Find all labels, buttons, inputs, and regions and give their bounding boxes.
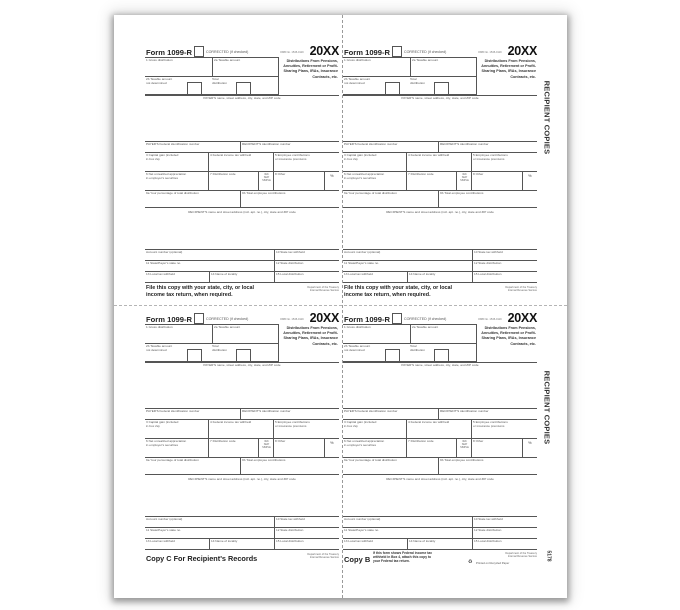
box-3-label: 3 Capital gain (included in box 2a) — [146, 153, 179, 161]
state-filing-instruction: File this copy with your state, city, or local income tax return, when required. — [344, 285, 453, 298]
strip-label-bottom: RECIPIENT COPIES — [542, 370, 552, 445]
box-9b-label: 9b Total employee contributions — [242, 191, 286, 195]
corrected-checkbox[interactable] — [194, 313, 204, 324]
box-2a-label: 2a Taxable amount — [214, 325, 241, 329]
box-14-label: 14 Name of locality — [409, 272, 436, 276]
box-12-label: 12 State distribution — [276, 528, 304, 532]
box-4-federal-tax[interactable] — [407, 420, 472, 439]
ira-sep-simple-box[interactable] — [457, 172, 472, 191]
account-number-field[interactable] — [343, 250, 473, 261]
ira-label: IRA/ SEP/ SIMPLE — [262, 440, 271, 449]
box-2b-checkbox[interactable] — [385, 82, 400, 95]
box-12-state-distribution[interactable] — [275, 261, 339, 272]
corrected-label: CORRECTED (if checked) — [206, 317, 249, 321]
box-8-label: 8 Other — [473, 439, 484, 443]
recipient-name-label: RECIPIENT'S name and street address (incl. apt. no.), city, state and ZIP code — [386, 210, 494, 214]
box-13-label: 13 Local tax withheld — [344, 272, 373, 276]
tax-year: 20XX — [309, 44, 339, 58]
total-distribution-label: Total distribution — [212, 77, 227, 85]
corrected-label: CORRECTED (if checked) — [404, 50, 447, 54]
box-2b-label: 2b Taxable amount not determined — [344, 77, 371, 85]
box-7-label: 7 Distribution code — [408, 172, 434, 176]
department-label: Department of the Treasury Internal Revenue Service — [307, 553, 339, 560]
omb-number: OMB No. 1545-0119 — [280, 51, 304, 54]
horizontal-perforation — [114, 305, 567, 306]
department-label: Department of the Treasury Internal Revenue Service — [505, 286, 537, 293]
payer-name-field[interactable] — [343, 101, 537, 141]
box-10-state-tax[interactable] — [473, 250, 537, 261]
recipient-tin-field[interactable] — [439, 409, 537, 420]
box-4-federal-tax[interactable] — [209, 153, 274, 172]
box-11-state-payer-no[interactable] — [343, 261, 473, 272]
recipient-name-label: RECIPIENT'S name and street address (incl. apt. no.), city, state and ZIP code — [188, 477, 296, 481]
percent-sign: % — [528, 440, 532, 445]
total-distribution-checkbox[interactable] — [434, 82, 449, 95]
box-8-other[interactable] — [274, 439, 325, 458]
corrected-checkbox[interactable] — [392, 313, 402, 324]
box-1-gross-distribution[interactable] — [145, 325, 213, 344]
box-5-employee-contributions[interactable] — [274, 153, 339, 172]
box-15-local-distribution[interactable] — [473, 272, 537, 283]
box-13-label: 13 Local tax withheld — [344, 539, 373, 543]
box-10-label: 10 State tax withheld — [276, 517, 305, 521]
box-6-label: 6 Net unrealized appreciation in employer's securities — [146, 172, 187, 180]
box-7-distribution-code[interactable] — [407, 172, 457, 191]
total-distribution-checkbox[interactable] — [236, 82, 251, 95]
box-10-state-tax[interactable] — [275, 517, 339, 528]
box-1-label: 1 Gross distribution — [146, 58, 173, 62]
total-distribution-checkbox[interactable] — [434, 349, 449, 362]
payer-name-label: PAYER'S name, street address, city, state, and ZIP code — [203, 96, 281, 100]
box-13-label: 13 Local tax withheld — [146, 539, 175, 543]
department-label: Department of the Treasury Internal Revenue Service — [505, 552, 537, 559]
recipient-tin-label: RECIPIENT'S identification number — [440, 409, 489, 413]
box-8-other[interactable] — [472, 439, 523, 458]
box-13-local-tax[interactable] — [145, 539, 210, 550]
box-10-state-tax[interactable] — [275, 250, 339, 261]
payer-tin-label: PAYER'S Federal identification number — [146, 142, 200, 146]
box-5-label: 5 Employee contributions or insurance premiums — [275, 420, 310, 428]
box-14-locality[interactable] — [408, 539, 473, 550]
tax-year: 20XX — [507, 311, 537, 325]
strip-label-top: RECIPIENT COPIES — [542, 80, 552, 155]
omb-number: OMB No. 1545-0119 — [478, 318, 502, 321]
copy-b-label: Copy B — [344, 555, 371, 564]
payer-name-label: PAYER'S name, street address, city, state, and ZIP code — [401, 96, 479, 100]
box-1-gross-distribution[interactable] — [343, 58, 411, 77]
copy-c-label: Copy C For Recipient's Records — [146, 554, 258, 563]
box-5-label: 5 Employee contributions or insurance premiums — [473, 420, 508, 428]
box-11-label: 11 State/Payer's state no. — [146, 261, 182, 265]
box-7-distribution-code[interactable] — [407, 439, 457, 458]
payer-tin-field[interactable] — [343, 142, 439, 153]
tax-form-sheet — [114, 15, 567, 598]
box-12-state-distribution[interactable] — [473, 261, 537, 272]
box-2b-label: 2b Taxable amount not determined — [344, 344, 371, 352]
ira-sep-simple-box[interactable] — [457, 439, 472, 458]
box-7-distribution-code[interactable] — [209, 172, 259, 191]
form-top-right — [343, 46, 537, 302]
box-14-locality[interactable] — [408, 272, 473, 283]
box-15-local-distribution[interactable] — [473, 539, 537, 550]
box-2a-taxable-amount[interactable] — [213, 325, 279, 344]
box-9a-label: 9a Your percentage of total distribution — [146, 191, 199, 195]
payer-tin-label: PAYER'S Federal identification number — [146, 409, 200, 413]
box-12-state-distribution[interactable] — [275, 528, 339, 539]
recipient-tin-field[interactable] — [439, 142, 537, 153]
box-13-local-tax[interactable] — [343, 539, 408, 550]
ira-sep-simple-box[interactable] — [259, 439, 274, 458]
box-9a-percentage[interactable] — [145, 191, 241, 208]
box-15-label: 15 Local distribution — [276, 539, 304, 543]
recycle-icon: ♻ — [468, 559, 473, 565]
total-distribution-checkbox[interactable] — [236, 349, 251, 362]
box-2a-label: 2a Taxable amount — [412, 325, 439, 329]
box-1-label: 1 Gross distribution — [344, 325, 371, 329]
account-number-label: Account number (optional) — [146, 517, 183, 521]
box-9b-employee-contributions[interactable] — [241, 458, 339, 475]
box-14-label: 14 Name of locality — [211, 272, 238, 276]
percent-sign: % — [528, 173, 532, 178]
box-9a-percentage[interactable] — [343, 458, 439, 475]
box-12-label: 12 State distribution — [474, 528, 502, 532]
department-label: Department of the Treasury Internal Revenue Service — [307, 286, 339, 293]
box-5-employee-contributions[interactable] — [472, 420, 537, 439]
box-2a-label: 2a Taxable amount — [214, 58, 241, 62]
form-title: Form 1099-R — [146, 48, 193, 57]
box-4-label: 4 Federal income tax withheld — [210, 153, 252, 157]
box-7-label: 7 Distribution code — [210, 439, 236, 443]
box-5-employee-contributions[interactable] — [472, 153, 537, 172]
box-8-other[interactable] — [472, 172, 523, 191]
box-6-net-unrealized[interactable] — [145, 439, 209, 458]
recipient-tin-label: RECIPIENT'S identification number — [242, 142, 291, 146]
box-9b-label: 9b Total employee contributions — [440, 458, 484, 462]
box-15-label: 15 Local distribution — [474, 272, 502, 276]
ira-sep-simple-box[interactable] — [259, 172, 274, 191]
payer-name-label: PAYER'S name, street address, city, state, and ZIP code — [203, 363, 281, 367]
box-10-state-tax[interactable] — [473, 517, 537, 528]
form-description: Distributions From Pensions, Annuities, Retirement or Profit-Sharing Plans, IRAs, Insurance Contracts, etc. — [283, 59, 338, 79]
account-number-field[interactable] — [343, 517, 473, 528]
percent-sign: % — [330, 173, 334, 178]
box-2b-checkbox[interactable] — [187, 82, 202, 95]
box-13-local-tax[interactable] — [145, 272, 210, 283]
box-14-locality[interactable] — [210, 272, 275, 283]
recipient-name-field[interactable] — [145, 215, 339, 249]
copy-b-instruction: If this form shows Federal income tax withheld in Box 4, attach this copy to your Federal tax return. — [373, 551, 432, 563]
box-3-capital-gain[interactable] — [145, 420, 209, 439]
payer-name-field[interactable] — [145, 101, 339, 141]
tax-year: 20XX — [309, 311, 339, 325]
box-2b-label: 2b Taxable amount not determined — [146, 344, 173, 352]
box-4-label: 4 Federal income tax withheld — [408, 420, 450, 424]
box-14-locality[interactable] — [210, 539, 275, 550]
box-8-percent[interactable] — [523, 172, 537, 191]
recipient-tin-label: RECIPIENT'S identification number — [242, 409, 291, 413]
box-13-local-tax[interactable] — [343, 272, 408, 283]
recipient-name-field[interactable] — [145, 482, 339, 516]
box-15-label: 15 Local distribution — [474, 539, 502, 543]
box-14-label: 14 Name of locality — [211, 539, 238, 543]
box-15-local-distribution[interactable] — [275, 272, 339, 283]
box-15-local-distribution[interactable] — [275, 539, 339, 550]
recipient-name-field[interactable] — [343, 482, 537, 516]
recipient-tin-field[interactable] — [241, 409, 339, 420]
box-11-state-payer-no[interactable] — [145, 528, 275, 539]
box-9b-employee-contributions[interactable] — [241, 191, 339, 208]
box-15-label: 15 Local distribution — [276, 272, 304, 276]
box-2b-label: 2b Taxable amount not determined — [146, 77, 173, 85]
product-code: 5178 — [545, 550, 552, 562]
payer-tin-field[interactable] — [343, 409, 439, 420]
box-2a-taxable-amount[interactable] — [411, 58, 477, 77]
payer-tin-label: PAYER'S Federal identification number — [344, 142, 398, 146]
box-5-label: 5 Employee contributions or insurance premiums — [275, 153, 310, 161]
recycled-paper-label: Printed on Recycled Paper — [476, 561, 510, 565]
box-11-label: 11 State/Payer's state no. — [344, 261, 380, 265]
box-8-percent[interactable] — [325, 172, 339, 191]
box-9a-percentage[interactable] — [145, 458, 241, 475]
form-title: Form 1099-R — [344, 315, 391, 324]
account-number-label: Account number (optional) — [146, 250, 183, 254]
box-9b-employee-contributions[interactable] — [439, 458, 537, 475]
recipient-name-field[interactable] — [343, 215, 537, 249]
box-11-state-payer-no[interactable] — [343, 528, 473, 539]
box-11-label: 11 State/Payer's state no. — [146, 528, 182, 532]
box-6-net-unrealized[interactable] — [343, 172, 407, 191]
form-description: Distributions From Pensions, Annuities, Retirement or Profit-Sharing Plans, IRAs, Insurance Contracts, etc. — [481, 59, 536, 79]
box-2b-row — [343, 77, 477, 95]
box-11-label: 11 State/Payer's state no. — [344, 528, 380, 532]
box-8-percent[interactable] — [325, 439, 339, 458]
corrected-label: CORRECTED (if checked) — [404, 317, 447, 321]
form-bottom-right — [343, 313, 537, 569]
box-7-distribution-code[interactable] — [209, 439, 259, 458]
box-8-label: 8 Other — [275, 172, 286, 176]
box-3-label: 3 Capital gain (included in box 2a) — [344, 153, 377, 161]
box-6-label: 6 Net unrealized appreciation in employer's securities — [344, 172, 385, 180]
box-6-label: 6 Net unrealized appreciation in employer's securities — [344, 439, 385, 447]
omb-number: OMB No. 1545-0119 — [280, 318, 304, 321]
box-12-label: 12 State distribution — [474, 261, 502, 265]
box-2a-label: 2a Taxable amount — [412, 58, 439, 62]
box-12-label: 12 State distribution — [276, 261, 304, 265]
box-3-capital-gain[interactable] — [145, 153, 209, 172]
box-9b-label: 9b Total employee contributions — [440, 191, 484, 195]
ira-label: IRA/ SEP/ SIMPLE — [460, 173, 469, 182]
box-14-label: 14 Name of locality — [409, 539, 436, 543]
box-2b-row — [343, 344, 477, 362]
box-8-label: 8 Other — [275, 439, 286, 443]
account-number-label: Account number (optional) — [344, 517, 381, 521]
box-2a-taxable-amount[interactable] — [411, 325, 477, 344]
total-distribution-label: Total distribution — [410, 344, 425, 352]
box-6-net-unrealized[interactable] — [145, 172, 209, 191]
box-9b-employee-contributions[interactable] — [439, 191, 537, 208]
form-description: Distributions From Pensions, Annuities, Retirement or Profit-Sharing Plans, IRAs, Insurance Contracts, etc. — [283, 326, 338, 346]
total-distribution-label: Total distribution — [212, 344, 227, 352]
box-13-label: 13 Local tax withheld — [146, 272, 175, 276]
box-4-federal-tax[interactable] — [407, 153, 472, 172]
payer-tin-field[interactable] — [145, 142, 241, 153]
payer-name-field[interactable] — [145, 368, 339, 408]
box-7-label: 7 Distribution code — [210, 172, 236, 176]
form-top-left — [145, 46, 339, 302]
account-number-field[interactable] — [145, 250, 275, 261]
recipient-name-label: RECIPIENT'S name and street address (incl. apt. no.), city, state and ZIP code — [386, 477, 494, 481]
box-4-federal-tax[interactable] — [209, 420, 274, 439]
omb-number: OMB No. 1545-0119 — [478, 51, 502, 54]
box-5-employee-contributions[interactable] — [274, 420, 339, 439]
box-8-other[interactable] — [274, 172, 325, 191]
recipient-name-label: RECIPIENT'S name and street address (incl. apt. no.), city, state and ZIP code — [188, 210, 296, 214]
box-11-state-payer-no[interactable] — [145, 261, 275, 272]
box-9a-label: 9a Your percentage of total distribution — [344, 458, 397, 462]
corrected-checkbox[interactable] — [194, 46, 204, 57]
box-9a-label: 9a Your percentage of total distribution — [146, 458, 199, 462]
box-1-gross-distribution[interactable] — [343, 325, 411, 344]
box-1-label: 1 Gross distribution — [344, 58, 371, 62]
box-1-gross-distribution[interactable] — [145, 58, 213, 77]
corrected-label: CORRECTED (if checked) — [206, 50, 249, 54]
box-10-label: 10 State tax withheld — [276, 250, 305, 254]
state-filing-instruction: File this copy with your state, city, or local income tax return, when required. — [146, 285, 255, 298]
box-4-label: 4 Federal income tax withheld — [210, 420, 252, 424]
payer-tin-field[interactable] — [145, 409, 241, 420]
account-number-field[interactable] — [145, 517, 275, 528]
recipient-tin-label: RECIPIENT'S identification number — [440, 142, 489, 146]
payer-name-field[interactable] — [343, 368, 537, 408]
total-distribution-label: Total distribution — [410, 77, 425, 85]
box-9b-label: 9b Total employee contributions — [242, 458, 286, 462]
box-5-label: 5 Employee contributions or insurance premiums — [473, 153, 508, 161]
corrected-checkbox[interactable] — [392, 46, 402, 57]
box-4-label: 4 Federal income tax withheld — [408, 153, 450, 157]
box-7-label: 7 Distribution code — [408, 439, 434, 443]
ira-label: IRA/ SEP/ SIMPLE — [262, 173, 271, 182]
form-bottom-left — [145, 313, 339, 569]
box-2b-checkbox[interactable] — [187, 349, 202, 362]
box-12-state-distribution[interactable] — [473, 528, 537, 539]
form-title: Form 1099-R — [344, 48, 391, 57]
box-6-label: 6 Net unrealized appreciation in employer's securities — [146, 439, 187, 447]
box-10-label: 10 State tax withheld — [474, 250, 503, 254]
box-1-label: 1 Gross distribution — [146, 325, 173, 329]
box-9a-percentage[interactable] — [343, 191, 439, 208]
account-number-label: Account number (optional) — [344, 250, 381, 254]
box-8-percent[interactable] — [523, 439, 537, 458]
form-description: Distributions From Pensions, Annuities, Retirement or Profit-Sharing Plans, IRAs, Insurance Contracts, etc. — [481, 326, 536, 346]
box-3-capital-gain[interactable] — [343, 420, 407, 439]
box-3-label: 3 Capital gain (included in box 2a) — [146, 420, 179, 428]
box-9a-label: 9a Your percentage of total distribution — [344, 191, 397, 195]
recipient-tin-field[interactable] — [241, 142, 339, 153]
payer-name-label: PAYER'S name, street address, city, state, and ZIP code — [401, 363, 479, 367]
box-2b-checkbox[interactable] — [385, 349, 400, 362]
box-10-label: 10 State tax withheld — [474, 517, 503, 521]
ira-label: IRA/ SEP/ SIMPLE — [460, 440, 469, 449]
box-2a-taxable-amount[interactable] — [213, 58, 279, 77]
box-3-capital-gain[interactable] — [343, 153, 407, 172]
form-title: Form 1099-R — [146, 315, 193, 324]
box-8-label: 8 Other — [473, 172, 484, 176]
box-3-label: 3 Capital gain (included in box 2a) — [344, 420, 377, 428]
payer-tin-label: PAYER'S Federal identification number — [344, 409, 398, 413]
box-2b-row — [145, 77, 279, 95]
percent-sign: % — [330, 440, 334, 445]
box-6-net-unrealized[interactable] — [343, 439, 407, 458]
tax-year: 20XX — [507, 44, 537, 58]
box-2b-row — [145, 344, 279, 362]
